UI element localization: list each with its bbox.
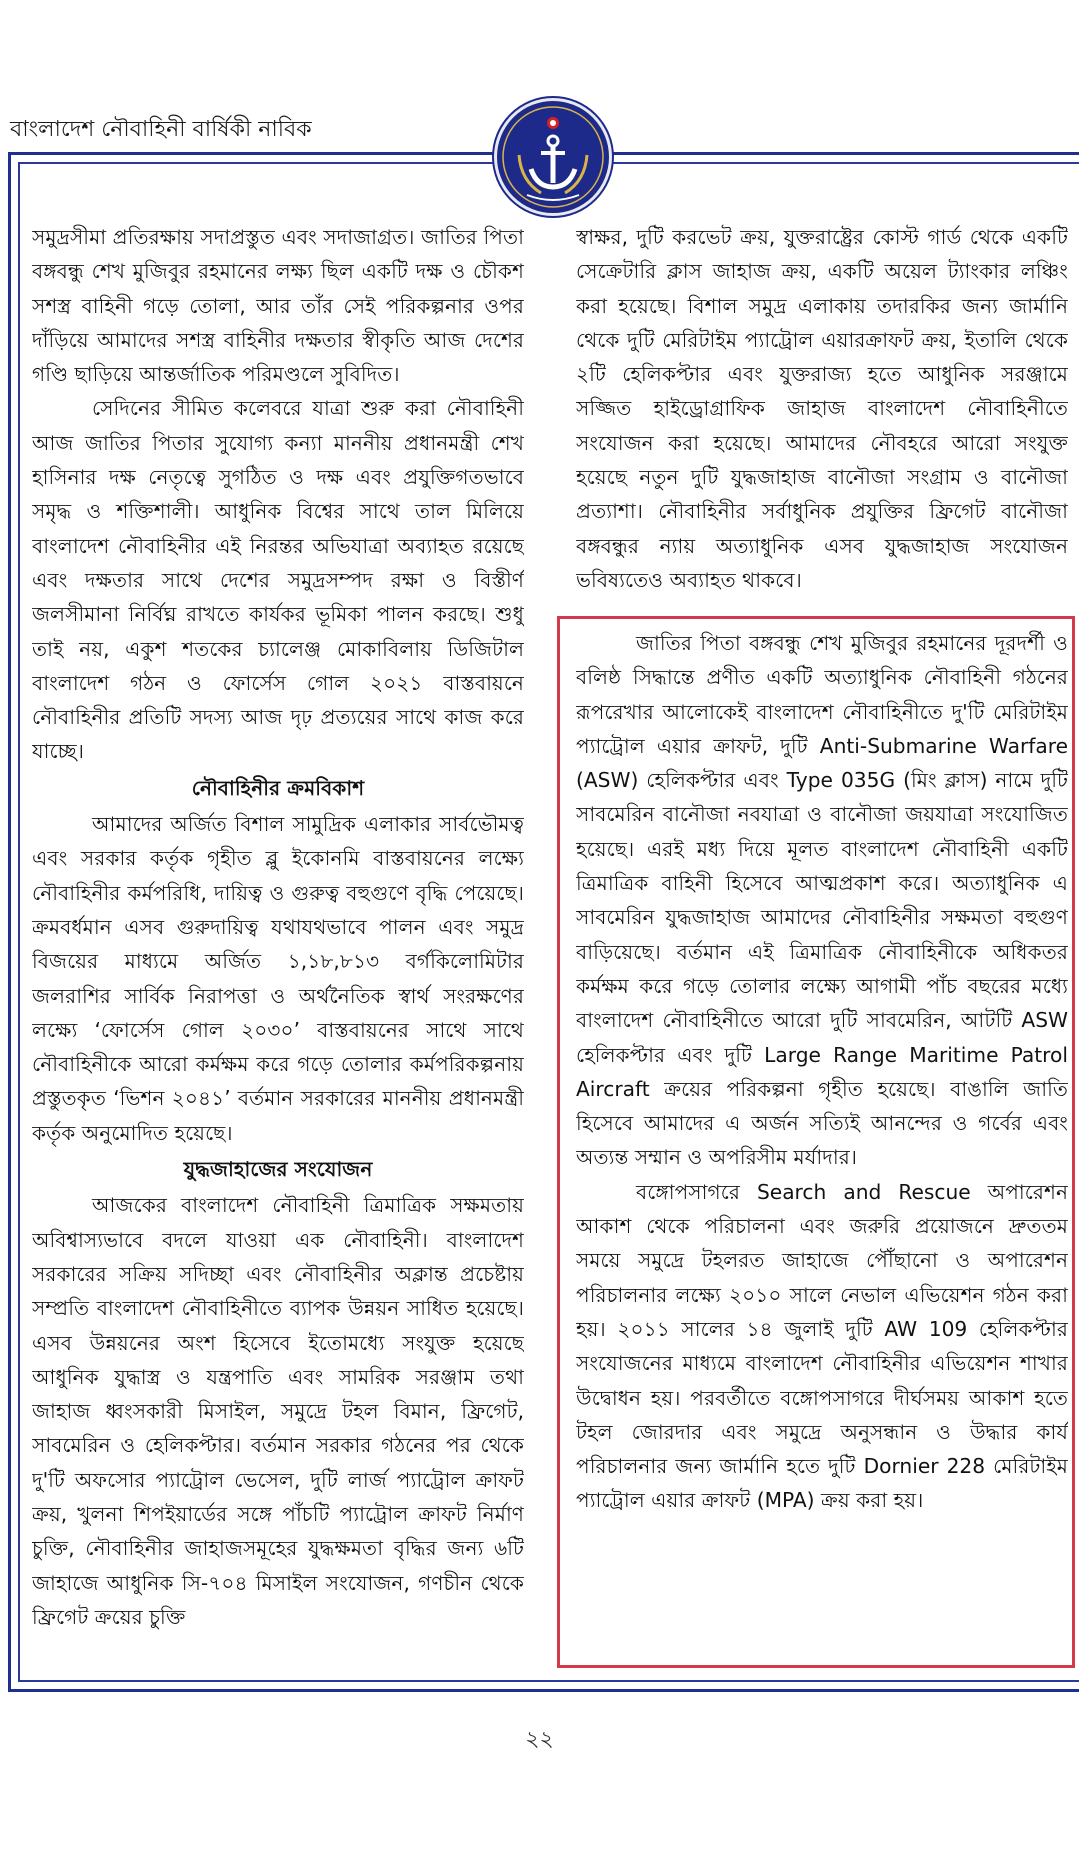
left-paragraph-1: সমুদ্রসীমা প্রতিরক্ষায় সদাপ্রস্তুত এবং সদাজাগ্রত। জাতির পিতা বঙ্গবন্ধু শেখ মুজিবুর রহমানের লক্ষ্য ছিল একটি দক্ষ ও চৌকশ সশস্ত্র বাহিনী গড়ে তোলা, আর তাঁর সেই পরিকল্পনার ওপর দাঁড়িয়ে আমাদের সশস্ত্র বাহিনীর দক্ষতার স্বীকৃতি আজ দেশের গণ্ডি ছাড়িয়ে আন্তর্জাতিক পরিমণ্ডলে সুবিদিত।	[32, 225, 524, 387]
right-column-top	[576, 220, 1068, 610]
left-paragraph-3: আমাদের অর্জিত বিশাল সামুদ্রিক এলাকার সার্বভৌমত্ব এবং সরকার কর্তৃক গৃহীত ব্লু ইকোনমি বাস্তবায়নের লক্ষ্যে নৌবাহিনীর কর্মপরিধি, দায়িত্ব ও গুরুত্ব বহুগুণে বৃদ্ধি পেয়েছে। ক্রমবর্ধমান এসব গুরুদায়িত্ব যথাযথভাবে পালন এবং সমুদ্র বিজয়ের মাধ্যমে অর্জিত ১,১৮,৮১৩ বর্গকিলোমিটার জলরাশির সার্বিক নিরাপত্তা ও অর্থনৈতিক স্বার্থ সংরক্ষণের লক্ষ্যে ‘ফোর্সেস গোল ২০৩০’ বাস্তবায়নের সাথে সাথে নৌবাহিনীকে আরো কর্মক্ষম করে গড়ে তোলার কর্মপরিকল্পনায় প্রস্তুতকৃত ‘ভিশন ২০৪১’ বর্তমান সরকারের মাননীয় প্রধানমন্ত্রী কর্তৃক অনুমোদিত হয়েছে।	[32, 812, 524, 1145]
page-number: ২২	[525, 1727, 554, 1752]
left-column	[32, 220, 524, 1670]
navy-anchor-emblem-icon	[494, 98, 612, 216]
highlighted-paragraph-2: বঙ্গোপসাগরে Search and Rescue অপারেশন আকাশ থেকে পরিচালনা এবং জরুরি প্রয়োজনে দ্রুততম সময়ে সমুদ্রে টহলরত জাহাজে পৌঁছানো ও অপারেশন পরিচালনার লক্ষ্যে ২০১০ সালে নেভাল এভিয়েশন গঠন করা হয়। ২০১১ সালের ১৪ জুলাই দুটি AW 109 হেলিকপ্টার সংযোজনের মাধ্যমে বাংলাদেশ নৌবাহিনীর এভিয়েশন শাখার উদ্বোধন হয়। পরবর্তীতে বঙ্গোপসাগরে দীর্ঘসময় আকাশ হতে টহল জোরদার এবং সমুদ্রে অনুসন্ধান ও উদ্ধার কার্য পরিচালনার জন্য জার্মানি হতে দুটি Dornier 228 মেরিটাইম প্যাট্রোল এয়ার ক্রাফট (MPA) ক্রয় করা হয়।	[576, 1179, 1068, 1513]
highlighted-paragraph-1: জাতির পিতা বঙ্গবন্ধু শেখ মুজিবুর রহমানের দূরদর্শী ও বলিষ্ঠ সিদ্ধান্তে প্রণীত একটি অত্যাধুনিক নৌবাহিনী গঠনের রূপরেখার আলোকেই বাংলাদেশ নৌবাহিনীতে দু'টি মেরিটাইম প্যাট্রোল এয়ার ক্রাফট, দুটি Anti-Submarine Warfare (ASW) হেলিকপ্টার এবং Type 035G (মিং ক্লাস) নামে দুটি সাবমেরিন বানৌজা নবযাত্রা ও বানৌজা জয়যাত্রা সংযোজিত হয়েছে। এরই মধ্য দিয়ে মূলত বাংলাদেশ নৌবাহিনী একটি ত্রিমাত্রিক বাহিনী হিসেবে আত্মপ্রকাশ করে। অত্যাধুনিক এ সাবমেরিন যুদ্ধজাহাজ আমাদের নৌবাহিনীর সক্ষমতা বহুগুণ বাড়িয়েছে। বর্তমান এই ত্রিমাত্রিক নৌবাহিনীকে অধিকতর কর্মক্ষম করে গড়ে তোলার লক্ষ্যে আগামী পাঁচ বছরের মধ্যে বাংলাদেশ নৌবাহিনীতে আরো দুটি সাবমেরিন, আটটি ASW হেলিকপ্টার এবং দুটি Large Range Maritime Patrol Aircraft ক্রয়ের পরিকল্পনা গৃহীত হয়েছে। বাঙালি জাতি হিসেবে আমাদের এ অর্জন সত্যিই আনন্দের ও গর্বের এবং অত্যন্ত সম্মান ও অপরিসীম মর্যাদার।	[576, 631, 1068, 1170]
section-heading-navy-evolution: নৌবাহিনীর ক্রমবিকাশ	[191, 775, 365, 800]
left-paragraph-4: আজকের বাংলাদেশ নৌবাহিনী ত্রিমাত্রিক সক্ষমতায় অবিশ্বাস্যভাবে বদলে যাওয়া এক নৌবাহিনী। বাংলাদেশ সরকারের সক্রিয় সদিচ্ছা এবং নৌবাহিনীর অক্লান্ত প্রচেষ্টায় সম্প্রতি বাংলাদেশ নৌবাহিনীতে ব্যাপক উন্নয়ন সাধিত হয়েছে। এসব উন্নয়নের অংশ হিসেবে ইতোমধ্যে সংযুক্ত হয়েছে আধুনিক যুদ্ধাস্ত্র ও যন্ত্রপাতি এবং সামরিক সরঞ্জাম তথা জাহাজ ধ্বংসকারী মিসাইল, সমুদ্রে টহল বিমান, ফ্রিগেট, সাবমেরিন ও হেলিকপ্টার। বর্তমান সরকার গঠনের পর থেকে দু'টি অফসোর প্যাট্রোল ভেসেল, দুটি লার্জ প্যাট্রোল ক্রাফট ক্রয়, খুলনা শিপইয়ার্ডের সঙ্গে পাঁচটি প্যাট্রোল ক্রাফট নির্মাণ চুক্তি, নৌবাহিনীর জাহাজসমূহের যুদ্ধক্ষমতা বৃদ্ধির জন্য ৬টি জাহাজে আধুনিক সি-৭০৪ মিসাইল সংযোজন, গণচীন থেকে ফ্রিগেট ক্রয়ের চুক্তি	[32, 1193, 524, 1629]
left-paragraph-2: সেদিনের সীমিত কলেবরে যাত্রা শুরু করা নৌবাহিনী আজ জাতির পিতার সুযোগ্য কন্যা মাননীয় প্রধানমন্ত্রী শেখ হাসিনার দক্ষ নেতৃত্বে সুগঠিত ও দক্ষ এবং প্রযুক্তিগতভাবে সমৃদ্ধ ও শক্তিশালী। আধুনিক বিশ্বের সাথে তাল মিলিয়ে বাংলাদেশ নৌবাহিনীর এই নিরন্তর অভিযাত্রা অব্যাহত রয়েছে এবং দক্ষতার সাথে দেশের সমুদ্রসম্পদ রক্ষা ও বিস্তীর্ণ জলসীমানা নির্বিঘ্ন রাখতে কার্যকর ভূমিকা পালন করছে। শুধু তাই নয়, একুশ শতকের চ্যালেঞ্জ মোকাবিলায় ডিজিটাল বাংলাদেশ গঠন ও ফোর্সেস গোল ২০২১ বাস্তবায়নে নৌবাহিনীর প্রতিটি সদস্য আজ দৃঢ় প্রত্যয়ের সাথে কাজ করে যাচ্ছে।	[32, 396, 524, 764]
right-column-highlighted	[576, 626, 1068, 1666]
right-paragraph-1: স্বাক্ষর, দুটি করভেট ক্রয়, যুক্তরাষ্ট্রের কোস্ট গার্ড থেকে একটি সেক্রেটারি ক্লাস জাহাজ ক্রয়, একটি অয়েল ট্যাংকার লঞ্চিং করা হয়েছে। বিশাল সমুদ্র এলাকায় তদারকির জন্য জার্মানি থেকে দুটি মেরিটাইম প্যাট্রোল এয়ারক্রাফট ক্রয়, ইতালি থেকে ২টি হেলিকপ্টার এবং যুক্তরাজ্য হতে আধুনিক সরঞ্জামে সজ্জিত হাইড্রোগ্রাফিক জাহাজ বাংলাদেশ নৌবাহিনীতে সংযোজন করা হয়েছে। আমাদের নৌবহরে আরো সংযুক্ত হয়েছে নতুন দুটি যুদ্ধজাহাজ বানৌজা সংগ্রাম ও বানৌজা প্রত্যাশা। নৌবাহিনীর সর্বাধুনিক প্রযুক্তির ফ্রিগেট বানৌজা বঙ্গবন্ধুর ন্যায় অত্যাধুনিক এসব যুদ্ধজাহাজ সংযোজন ভবিষ্যতেও অব্যাহত থাকবে।	[576, 225, 1068, 592]
publication-title: বাংলাদেশ নৌবাহিনী বার্ষিকী নাবিক	[10, 117, 312, 142]
section-heading-warship-addition: যুদ্ধজাহাজের সংযোজন	[183, 1157, 373, 1182]
